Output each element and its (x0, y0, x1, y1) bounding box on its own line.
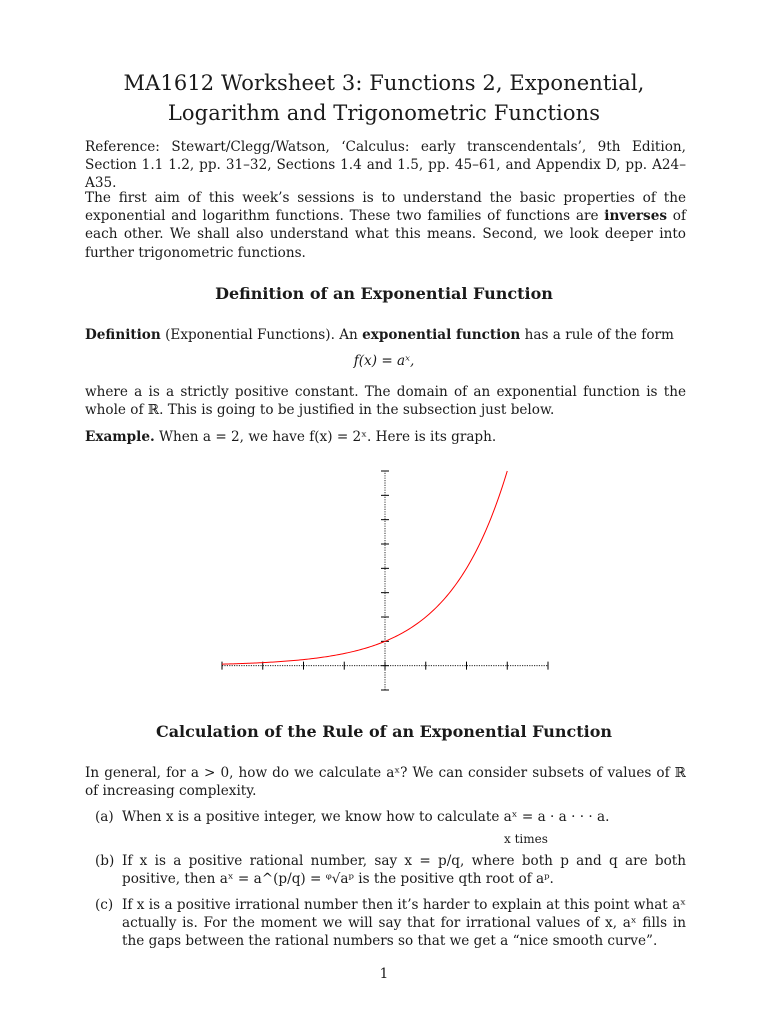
list-item-b (95, 852, 686, 888)
item-a-text: When x is a positive integer, we know how to calculate aˣ = a · a · · · a. (122, 809, 610, 825)
worksheet-title (60, 68, 708, 128)
formula-text: f(x) = aˣ, (353, 353, 415, 369)
item-c-text: If x is a positive irrational number then it’s harder to explain at this point what aˣ actually is. For the moment we will say that for irrational values of x, aˣ fills in the gaps between the rational numbers so that we get a “nice smooth curve”. (122, 897, 686, 950)
definition-term: exponential function (362, 327, 521, 343)
intro-bold-term: inverses (604, 208, 667, 225)
item-b-label: (b) (95, 853, 115, 869)
example-label: Example. (85, 429, 155, 445)
domain-paragraph: where a is a strictly positive constant. The domain of an exponential function is the whole of ℝ. This is going to be justified in the subsection just below. (85, 384, 686, 419)
section-title-definition: Definition of an Exponential Function (215, 284, 553, 303)
example-text: When a = 2, we have f(x) = 2ˣ. Here is its graph. (154, 429, 497, 445)
item-b-text: If x is a positive rational number, say x = p/q, where both p and q are both positive, then aˣ = a^(p/q) = ᵠ√aᵖ is the positive qth root of aᵖ. (122, 853, 686, 888)
example-paragraph (85, 428, 686, 446)
list-item-c (95, 896, 686, 951)
definition-rest: has a rule of the form (520, 327, 674, 343)
general-paragraph: In general, for a > 0, how do we calculate aˣ? We can consider subsets of values of ℝ of increasing complexity. (85, 765, 686, 800)
list-item-a (95, 808, 686, 846)
intro-paragraph (85, 189, 686, 262)
page-number: 1 (379, 966, 389, 982)
definition-label: Definition (85, 327, 161, 343)
item-a-underbrace-label: x times (504, 832, 548, 846)
definition-paren: (Exponential Functions). An (160, 327, 363, 343)
exponential-graph (210, 463, 560, 698)
item-a-label: (a) (95, 809, 114, 825)
title-line-1: MA1612 Worksheet 3: Functions 2, Exponential, (123, 71, 645, 95)
intro-text-2: of each other. We shall also understand what this means. Second, we look deeper into further trigonometric functions. (85, 208, 686, 261)
exponential-formula (0, 353, 768, 369)
intro-text-1: The first aim of this week’s sessions is to understand the basic properties of the exponential and logarithm functions. These two families of functions are (85, 190, 686, 225)
title-line-2: Logarithm and Trigonometric Functions (167, 101, 601, 125)
reference-paragraph: Reference: Stewart/Clegg/Watson, ‘Calculus: early transcendentals’, 9th Edition, Section 1.1 1.2, pp. 31–32, Sections 1.4 and 1.5, pp. 45–61, and Appendix D, pp. A24–A35. (85, 139, 686, 192)
exponential-curve (222, 471, 507, 664)
item-c-label: (c) (95, 897, 114, 913)
section-title-calculation: Calculation of the Rule of an Exponential Function (155, 722, 613, 741)
definition-paragraph (85, 326, 686, 344)
